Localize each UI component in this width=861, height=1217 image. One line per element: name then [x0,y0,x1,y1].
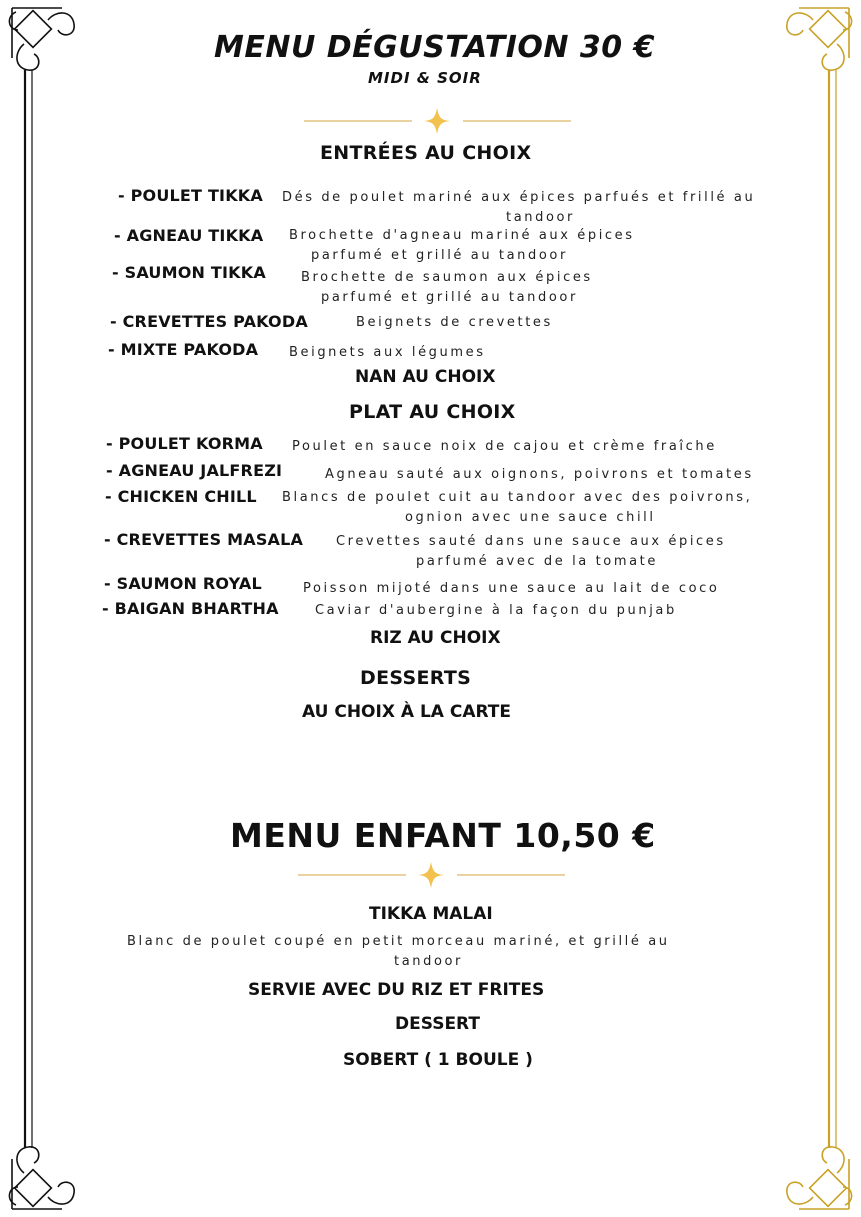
plat-name: - AGNEAU JALFREZI [106,461,283,480]
corner-ornament-top-right [785,0,857,78]
corner-ornament-bottom-right [785,1139,857,1217]
corner-ornament-top-left [4,0,76,78]
menu-degustation-subtitle: MIDI & SOIR [368,69,482,87]
entree-name: - CREVETTES PAKODA [110,312,308,331]
entree-desc-line2: tandoor [506,210,576,225]
plat-desc: Caviar d'aubergine à la façon du punjab [315,603,677,618]
plat-name: - POULET KORMA [106,434,263,453]
plat-name: - CREVETTES MASALA [104,530,304,549]
enfant-dish-desc: Blanc de poulet coupé en petit morceau mariné, et grillé au [127,934,670,949]
plat-name: - SAUMON ROYAL [104,574,262,593]
enfant-served-with: SERVIE AVEC DU RIZ ET FRITES [248,980,545,1000]
riz-note: RIZ AU CHOIX [370,628,501,648]
plat-desc-line2: ognion avec une sauce chill [405,510,656,525]
plat-name: - BAIGAN BHARTHA [102,599,279,618]
plats-heading: PLAT AU CHOIX [349,401,516,423]
entree-desc: Beignets aux légumes [289,345,486,360]
plat-desc: Blancs de poulet cuit au tandoor avec des poivrons, [282,490,753,505]
enfant-dessert-item: SOBERT ( 1 BOULE ) [343,1050,533,1070]
entree-desc-line2: parfumé et grillé au tandoor [321,290,578,305]
entree-desc-line2: parfumé et grillé au tandoor [311,248,568,263]
menu-degustation-title: MENU DÉGUSTATION 30 € [214,30,655,65]
enfant-dessert-heading: DESSERT [395,1014,480,1034]
entree-name: - MIXTE PAKODA [108,340,259,359]
enfant-dish-desc-line2: tandoor [394,954,464,969]
plat-desc: Poisson mijoté dans une sauce au lait de coco [303,581,720,596]
entrees-heading: ENTRÉES AU CHOIX [320,142,532,164]
enfant-dish-name: TIKKA MALAI [369,904,493,924]
entree-desc: Dés de poulet mariné aux épices parfués et frillé au [282,190,756,205]
entree-desc: Beignets de crevettes [356,315,553,330]
entree-name: - AGNEAU TIKKA [114,226,264,245]
entree-desc: Brochette de saumon aux épices [301,270,593,285]
plat-name: - CHICKEN CHILL [105,487,257,506]
desserts-heading: DESSERTS [360,667,472,689]
entree-desc: Brochette d'agneau mariné aux épices [289,228,635,243]
entree-name: - SAUMON TIKKA [112,263,266,282]
plat-desc-line2: parfumé avec de la tomate [416,554,658,569]
corner-ornament-bottom-left [4,1139,76,1217]
plat-desc: Poulet en sauce noix de cajou et crème fraîche [292,439,717,454]
gold-star-divider [300,106,575,136]
desserts-note: AU CHOIX À LA CARTE [302,702,512,722]
nan-note: NAN AU CHOIX [355,367,496,387]
gold-star-divider [294,860,569,890]
plat-desc: Crevettes sauté dans une sauce aux épices [336,534,726,549]
entree-name: - POULET TIKKA [118,186,263,205]
plat-desc: Agneau sauté aux oignons, poivrons et tomates [325,467,754,482]
menu-enfant-title: MENU ENFANT 10,50 € [230,816,656,855]
